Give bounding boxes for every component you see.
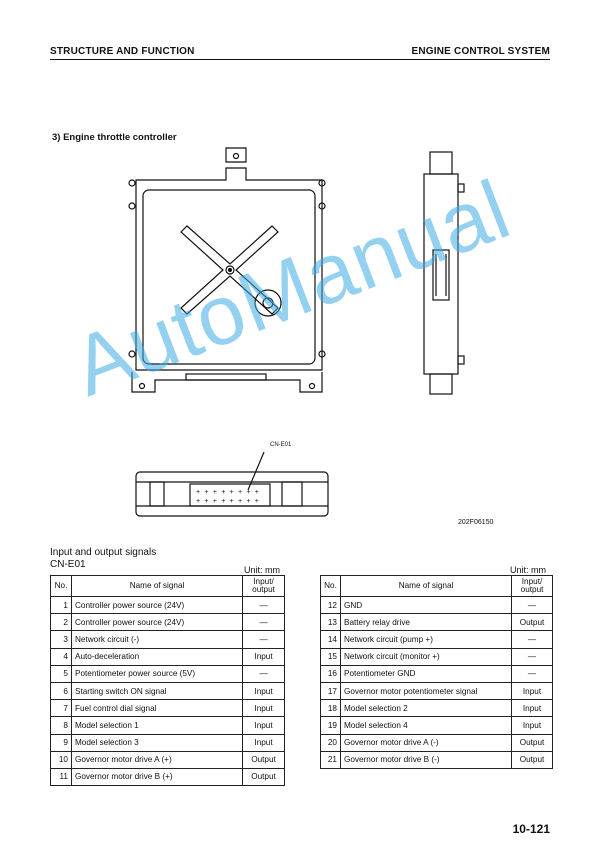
table-row [51, 648, 285, 665]
signal-no: 16 [321, 665, 341, 682]
signal-no: 10 [51, 751, 72, 768]
col-no: No. [51, 576, 72, 597]
signal-io: — [243, 665, 285, 682]
signal-io: — [512, 665, 553, 682]
signal-io: — [243, 631, 285, 648]
table-row [51, 665, 285, 682]
col-io: Input/ output [243, 576, 285, 597]
col-name: Name of signal [71, 576, 242, 597]
col-io: Input/ output [512, 576, 553, 597]
signal-name: Model selection 4 [340, 717, 511, 734]
table-row [51, 700, 285, 717]
table-row [321, 631, 553, 648]
table-row [321, 682, 553, 699]
signal-io: Input [512, 682, 553, 699]
signal-table-left [50, 575, 285, 786]
table-row [321, 614, 553, 631]
table-row [321, 648, 553, 665]
signal-io: Output [243, 768, 285, 785]
signal-name: Governor motor drive A (-) [340, 734, 511, 751]
signal-name: Network circuit (monitor +) [340, 648, 511, 665]
signal-name: Governor motor drive B (-) [340, 751, 511, 768]
signal-io: — [243, 614, 285, 631]
signal-no: 4 [51, 648, 72, 665]
header-chapter-title: ENGINE CONTROL SYSTEM [411, 46, 550, 57]
signal-name: Starting switch ON signal [71, 682, 242, 699]
signal-name: Potentiometer GND [340, 665, 511, 682]
signal-io: Output [512, 614, 553, 631]
signal-io: Input [512, 700, 553, 717]
table-row [51, 614, 285, 631]
signal-no: 20 [321, 734, 341, 751]
table-row [321, 700, 553, 717]
table-row [51, 751, 285, 768]
table-row [321, 751, 553, 768]
signal-no: 12 [321, 597, 341, 614]
signal-name: GND [340, 597, 511, 614]
table-row [51, 597, 285, 614]
signal-no: 19 [321, 717, 341, 734]
signal-no: 21 [321, 751, 341, 768]
signal-name: Governor motor drive A (+) [71, 751, 242, 768]
signal-name: Fuel control dial signal [71, 700, 242, 717]
signal-no: 2 [51, 614, 72, 631]
signal-name: Governor motor potentiometer signal [340, 682, 511, 699]
table-row [321, 734, 553, 751]
signal-io: — [512, 648, 553, 665]
signal-no: 7 [51, 700, 72, 717]
signal-no: 8 [51, 717, 72, 734]
signal-io: Input [512, 717, 553, 734]
signal-name: Battery relay drive [340, 614, 511, 631]
signal-no: 9 [51, 734, 72, 751]
signal-name: Network circuit (pump +) [340, 631, 511, 648]
signal-io: Input [243, 734, 285, 751]
signal-io: Input [243, 648, 285, 665]
signal-no: 15 [321, 648, 341, 665]
figure-id: 202F06150 [458, 519, 494, 526]
signal-name: Model selection 1 [71, 717, 242, 734]
signal-io: Input [243, 682, 285, 699]
signal-no: 1 [51, 597, 72, 614]
signal-name: Model selection 3 [71, 734, 242, 751]
signal-name: Auto-deceleration [71, 648, 242, 665]
signal-name: Controller power source (24V) [71, 597, 242, 614]
table-row [51, 682, 285, 699]
table-row [321, 717, 553, 734]
bottom-view [136, 452, 328, 516]
signal-name: Governor motor drive B (+) [71, 768, 242, 785]
signal-table-right [320, 575, 553, 769]
signal-name: Controller power source (24V) [71, 614, 242, 631]
connector-pins [196, 489, 259, 506]
table-row [51, 717, 285, 734]
signal-no: 11 [51, 768, 72, 785]
signal-io: — [512, 631, 553, 648]
table-row [51, 768, 285, 785]
svg-text:+ + + + + + + +: + + + + + + + + [196, 489, 260, 497]
signal-io: Output [512, 734, 553, 751]
io-connector: CN-E01 [50, 559, 86, 570]
signal-no: 18 [321, 700, 341, 717]
signal-io: Input [243, 717, 285, 734]
table-header-row [51, 576, 285, 597]
table-row [321, 665, 553, 682]
unit-right: Unit: mm [510, 565, 546, 575]
page-number: 10-121 [512, 822, 550, 836]
table-row [321, 597, 553, 614]
table-header-row [321, 576, 553, 597]
col-name: Name of signal [340, 576, 511, 597]
signal-no: 13 [321, 614, 341, 631]
signal-io: Output [243, 751, 285, 768]
signal-name: Potentiometer power source (5V) [71, 665, 242, 682]
section-heading: 3) Engine throttle controller [52, 132, 177, 143]
col-no: No. [321, 576, 341, 597]
table-row [51, 734, 285, 751]
signal-io: — [243, 597, 285, 614]
header-section-title: STRUCTURE AND FUNCTION [50, 46, 195, 57]
connector-callout: CN-E01 [270, 442, 292, 448]
signal-no: 17 [321, 682, 341, 699]
signal-no: 6 [51, 682, 72, 699]
table-row [51, 631, 285, 648]
signal-no: 5 [51, 665, 72, 682]
signal-io: — [512, 597, 553, 614]
io-title: Input and output signals [50, 547, 157, 558]
svg-text:+ + + + + + + +: + + + + + + + + [196, 498, 260, 506]
unit-left: Unit: mm [244, 565, 280, 575]
signal-no: 14 [321, 631, 341, 648]
watermark: AutoManual [60, 161, 522, 414]
signal-io: Input [243, 700, 285, 717]
signal-no: 3 [51, 631, 72, 648]
signal-name: Network circuit (-) [71, 631, 242, 648]
signal-io: Output [512, 751, 553, 768]
signal-name: Model selection 2 [340, 700, 511, 717]
